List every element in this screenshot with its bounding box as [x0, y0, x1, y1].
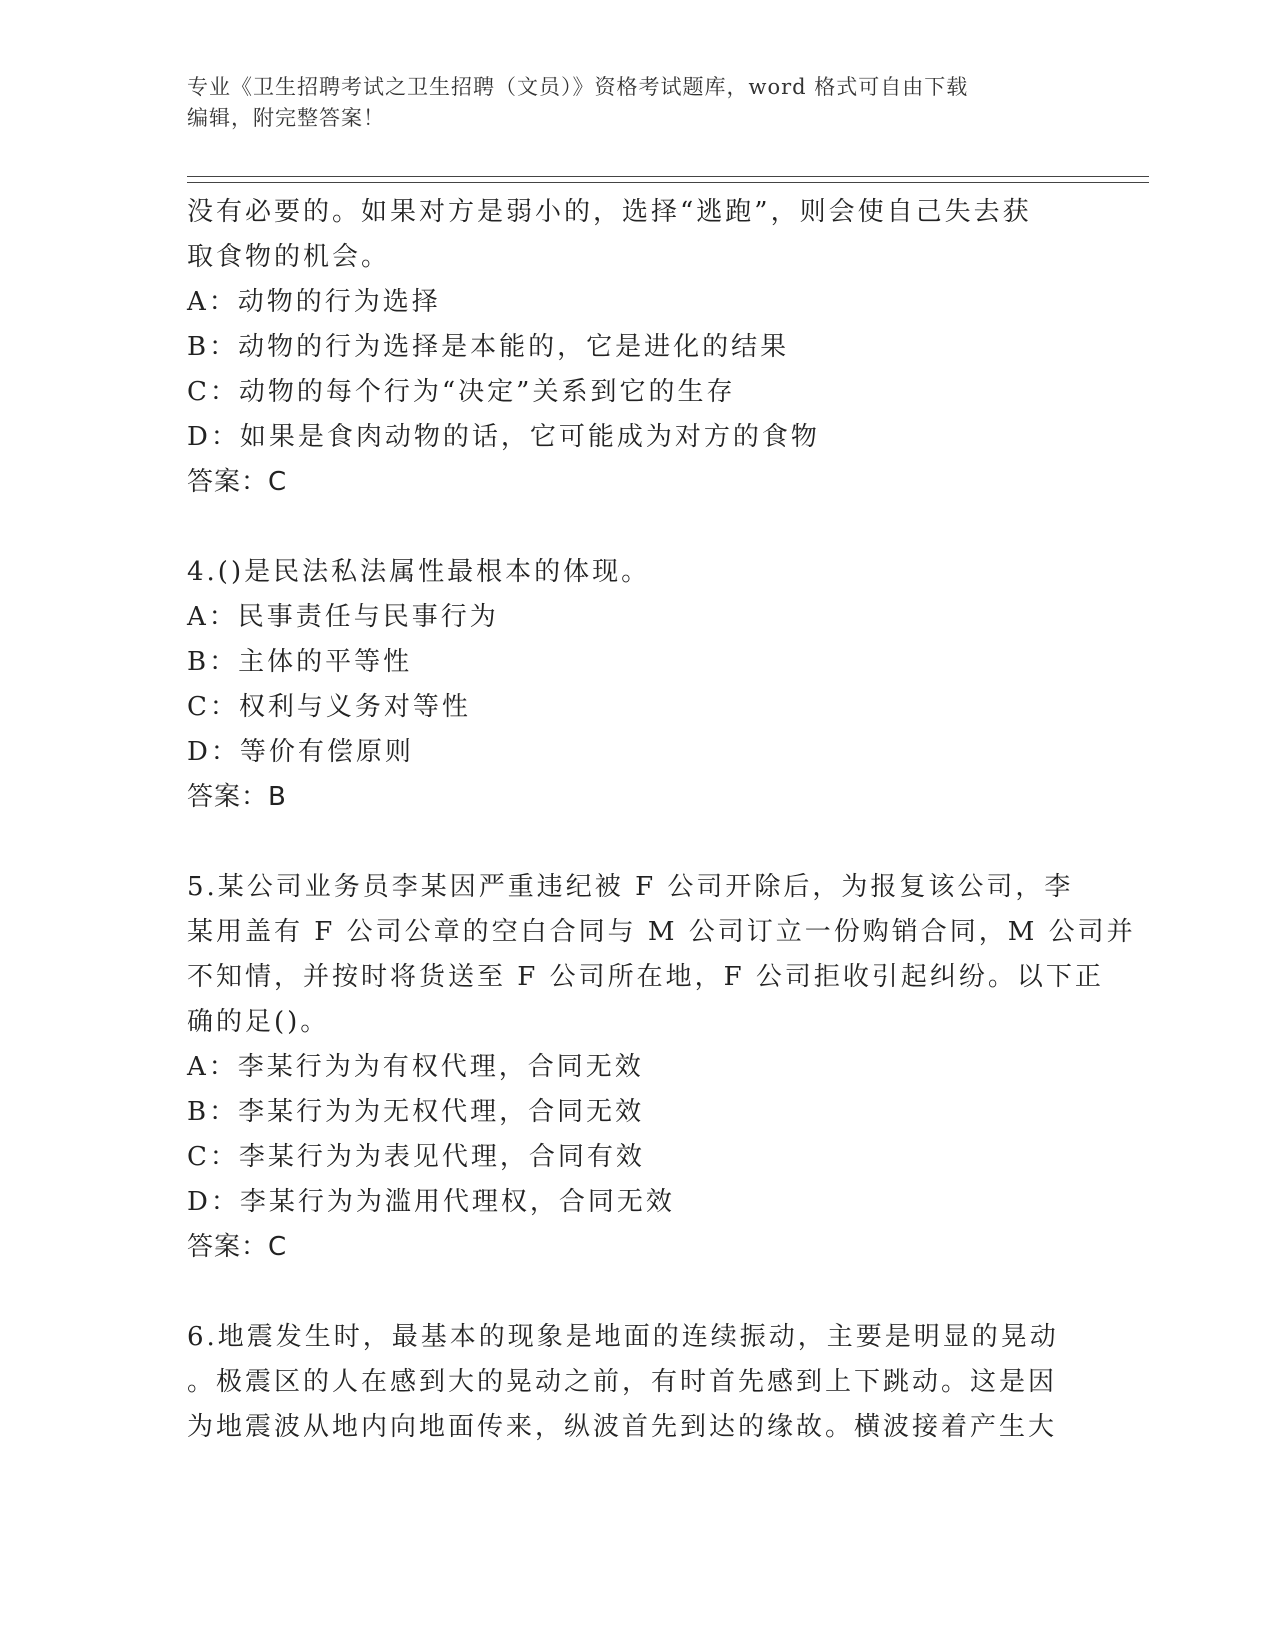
- question-6-text-line: 6.地震发生时，最基本的现象是地面的连续振动，主要是明显的晃动: [187, 1322, 1059, 1352]
- question-4-answer: 答案：B: [187, 782, 287, 812]
- question-3-text-line: 取食物的机会。: [187, 242, 391, 272]
- question-content: [187, 190, 1136, 1450]
- question-5-text-line: 某用盖有 F 公司公章的空白合同与 M 公司订立一份购销合同，M 公司并: [187, 917, 1136, 947]
- question-5-text-line: 不知情，并按时将货送至 F 公司所在地，F 公司拒收引起纠纷。以下正: [187, 962, 1104, 992]
- header-divider-bottom: [187, 182, 1149, 183]
- question-5-answer: 答案：C: [187, 1232, 288, 1262]
- question-5-option-a: A：李某行为为有权代理，合同无效: [187, 1052, 644, 1082]
- question-5-text-line: 确的足()。: [187, 1007, 330, 1037]
- question-3-option-a: A：动物的行为选择: [187, 287, 441, 317]
- question-3-text-line: 没有必要的。如果对方是弱小的，选择“逃跑”，则会使自己失去获: [187, 197, 1032, 227]
- question-3-option-c: C：动物的每个行为“决定”关系到它的生存: [187, 377, 736, 407]
- document-header: [187, 72, 1087, 134]
- question-4-option-b: B：主体的平等性: [187, 647, 413, 677]
- question-4-option-d: D：等价有偿原则: [187, 737, 414, 767]
- question-3: [187, 190, 1087, 505]
- question-5: [187, 865, 1136, 1270]
- header-line-2: 编辑，附完整答案！: [187, 106, 385, 130]
- question-3-answer: 答案：C: [187, 467, 288, 497]
- question-4-option-c: C：权利与义务对等性: [187, 692, 471, 722]
- question-5-option-b: B：李某行为为无权代理，合同无效: [187, 1097, 645, 1127]
- question-spacer: [187, 820, 1087, 865]
- header-line-1: 专业《卫生招聘考试之卫生招聘（文员）》资格考试题库，word 格式可自由下载: [187, 75, 969, 99]
- question-5-option-c: C：李某行为为表见代理，合同有效: [187, 1142, 645, 1172]
- question-6-text-line: 。极震区的人在感到大的晃动之前，有时首先感到上下跳动。这是因: [187, 1367, 1058, 1397]
- question-4: [187, 550, 1087, 820]
- question-3-option-d: D：如果是食肉动物的话，它可能成为对方的食物: [187, 422, 820, 452]
- question-4-text-line: 4.()是民法私法属性最根本的体现。: [187, 557, 651, 587]
- question-6: [187, 1315, 1087, 1450]
- question-6-text-line: 为地震波从地内向地面传来，纵波首先到达的缘故。横波接着产生大: [187, 1412, 1058, 1442]
- question-3-option-b: B：动物的行为选择是本能的，它是进化的结果: [187, 332, 790, 362]
- question-spacer: [187, 505, 1087, 550]
- question-4-option-a: A：民事责任与民事行为: [187, 602, 499, 632]
- question-5-option-d: D：李某行为为滥用代理权，合同无效: [187, 1187, 675, 1217]
- question-spacer: [187, 1270, 1087, 1315]
- header-divider-top: [187, 176, 1149, 177]
- question-5-text-line: 5.某公司业务员李某因严重违纪被 F 公司开除后，为报复该公司，李: [187, 872, 1074, 902]
